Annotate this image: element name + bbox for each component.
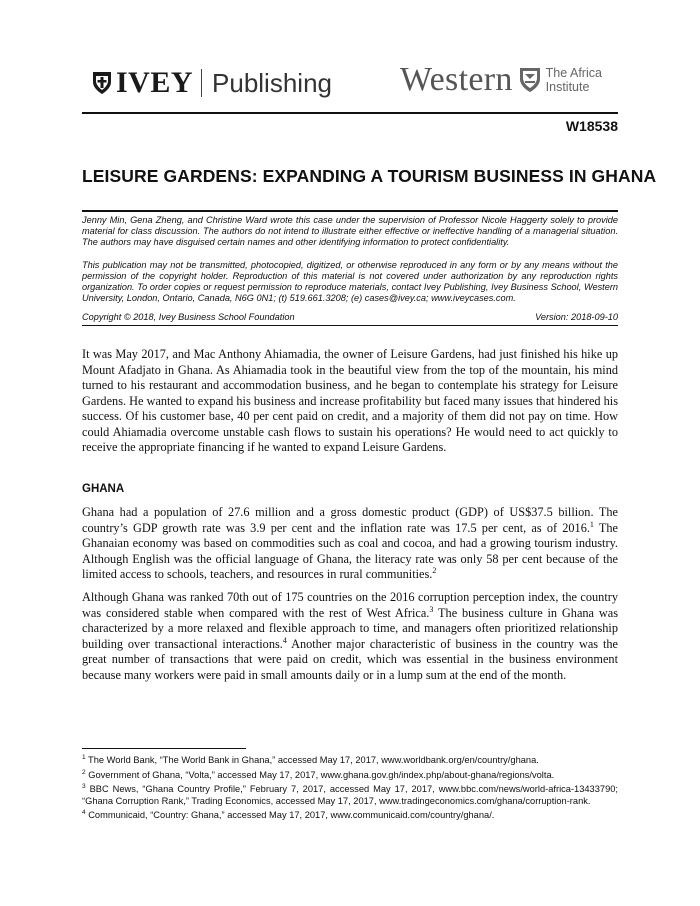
footnote-ref: 1 — [589, 519, 594, 529]
africa-line-1: The Africa — [545, 66, 602, 80]
copyright-row — [82, 312, 618, 322]
ghana-p2-text-1: Although Ghana was ranked 70th out of 175 countries on the 2016 corruption perception index, the country was considered stable when compared with the rest of West Africa. — [82, 590, 618, 620]
publishing-wordmark: Publishing — [212, 68, 332, 98]
western-wordmark: Western — [400, 61, 513, 98]
footnote-text: The World Bank, “The World Bank in Ghana,” accessed May 17, 2017, www.worldbank.org/en/country/ghana. — [85, 755, 539, 766]
permission-note: This publication may not be transmitted, photocopied, digitized, or otherwise reproduced in any form or by any means without the permission of the copyright holder. Reproduction of this material is not covered under authorization by any reproduction rights organization. To order copies or request permission to reproduce materials, contact Ivey Publishing, Ivey Business School, Western University, London, Ontario, Canada, N6G 0N1; (t) 519.661.3208; (e) cases@ivey.ca; www.iveycases.com. — [82, 260, 618, 303]
footnote-number: 4 — [82, 808, 86, 816]
footnote-ref: 4 — [282, 635, 287, 645]
ghana-p1-text-1: Ghana had a population of 27.6 million and a gross domestic product (GDP) of US$37.5 billion. The country’s GDP growth rate was 3.9 per cent and the inflation rate was 17.5 per cent, as of 2016. — [82, 505, 618, 535]
title-rule — [82, 210, 618, 212]
western-crest-icon — [519, 67, 541, 93]
ivey-wordmark: IVEY — [116, 66, 194, 99]
copyright-rule — [82, 325, 618, 326]
version-text: Version: 2018-09-10 — [535, 312, 618, 322]
copyright-text: Copyright © 2018, Ivey Business School Foundation — [82, 312, 295, 322]
ghana-p1-text-2: The Ghanaian economy was based on commodities such as coal and cocoa, and had a growing tourism industry. Although English was the official language of Ghana, the literacy rate was only 58 per cent because of the limited access to schools, teachers, and resources in rural communities. — [82, 520, 618, 581]
footnote — [82, 807, 618, 822]
footnotes — [82, 752, 618, 821]
footnote-text: BBC News, “Ghana Country Profile,” February 7, 2017, accessed May 17, 2017, www.bbc.com/news/world-africa-13433790; “Ghana Corruption Rank,” Trading Economics, accessed May 17, 2017, www.tradingeconomics.com/ghana/corruption-rank. — [82, 784, 618, 806]
ivey-crest-icon — [92, 71, 112, 95]
footnote-number: 1 — [82, 754, 86, 761]
case-number: W18538 — [565, 118, 618, 134]
logo-separator — [201, 69, 202, 97]
header-rule — [82, 112, 618, 114]
footnote-number: 2 — [82, 768, 86, 776]
ghana-p2-text-3: Another major characteristic of business in the country was the great number of transactions that were paid on credit, which was essential in the business environment because many workers were paid in small amounts daily or in a lump sum at the end of the month. — [82, 636, 619, 682]
footnote-text: Communicaid, “Country: Ghana,” accessed May 17, 2017, www.communicaid.com/country/ghana/. — [85, 810, 495, 820]
section-heading-ghana: GHANA — [82, 483, 125, 495]
footnote — [82, 752, 618, 767]
ghana-paragraph-1 — [82, 505, 618, 583]
footnote-rule — [82, 748, 246, 749]
africa-institute-text — [546, 66, 602, 94]
ghana-p2-text-2: The business culture in Ghana was characterized by a more relaxed and flexible approach to time, and managers often prioritized relationship building over transactional interactions. — [82, 605, 618, 651]
footnote-text: Government of Ghana, “Volta,” accessed May 17, 2017, www.ghana.gov.gh/index.php/about-ghana/regions/volta. — [85, 769, 555, 780]
authors-note: Jenny Min, Gena Zheng, and Christine Ward wrote this case under the supervision of Professor Nicole Haggerty solely to provide material for class discussion. The authors do not intend to illustrate either effective or ineffective handling of a managerial situation. The authors may have disguised certain names and other identifying information to protect confidentiality. — [82, 215, 618, 247]
ghana-paragraph-2 — [82, 590, 618, 683]
footnote-ref: 3 — [429, 604, 434, 614]
ivey-publishing-logo — [92, 66, 332, 100]
intro-paragraph: It was May 2017, and Mac Anthony Ahiamadia, the owner of Leisure Gardens, had just finished his hike up Mount Afadjato in Ghana. As Ahiamadia took in the beautiful view from the top of the mountain, his mind turned to his restaurant and accommodation business, and he began to contemplate his strategy for Leisure Gardens. He wanted to expand his business and increase profitability but faced many issues that hindered his success. Of his customer base, 40 per cent paid on credit, and a majority of them did not pay on time. How could Ahiamadia overcome unstable cash flows to sustain his operations? He would need to act quickly to receive the appropriate financing if he wanted to expand Leisure Gardens. — [82, 347, 618, 454]
western-africa-institute-logo — [400, 62, 602, 98]
africa-line-2: Institute — [545, 80, 590, 94]
footnote-number: 3 — [82, 783, 86, 790]
footnote — [82, 767, 618, 782]
footnote — [82, 781, 618, 807]
footnote-ref: 2 — [432, 565, 437, 575]
case-title: LEISURE GARDENS: EXPANDING A TOURISM BUSINESS IN GHANA — [82, 166, 657, 186]
